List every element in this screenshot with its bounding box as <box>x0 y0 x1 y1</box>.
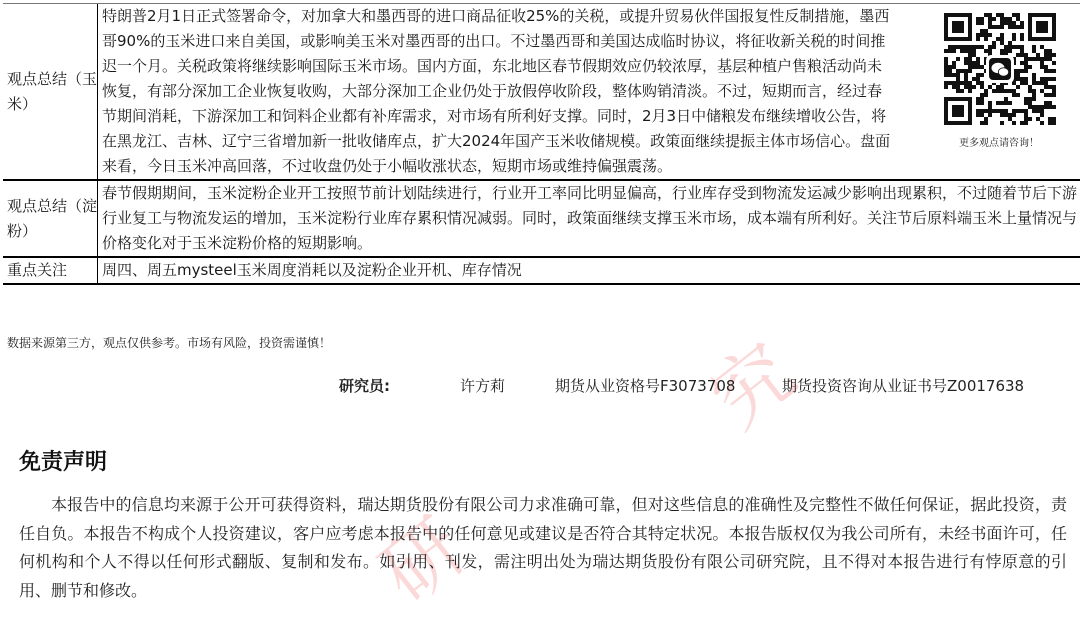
researcher-name: 许方莉 <box>460 377 506 395</box>
qr-code <box>944 13 1056 125</box>
wechat-icon <box>986 55 1014 83</box>
starch-label: 观点总结（淀粉） <box>7 196 98 240</box>
focus-label: 重点关注 <box>7 261 68 279</box>
qr-caption: 更多观点请咨询！ <box>959 138 1039 149</box>
qualification-number: 期货从业资格号F3073708 <box>555 377 736 395</box>
watermark-char-1: 研 <box>364 502 482 621</box>
consult-certificate-number: 期货投资咨询从业证书号Z0017638 <box>782 377 1025 395</box>
focus-text: 周四、周五mysteel玉米周度消耗以及淀粉企业开机、库存情况 <box>98 257 1081 284</box>
focus-label-cell <box>3 257 98 284</box>
corn-summary-text: 特朗普2月1日正式签署命令，对加拿大和墨西哥的进口商品征收25%的关税，或提升贸易伙伴国报复性反制措施，墨西哥90%的玉米进口来自美国，或影响美玉米对墨西哥的出口。不过墨西哥和美国达成临时协议，将征收新关税的时间推迟一个月。关税政策将继续影响国际玉米市场。国内方面，东北地区春节假期效应仍较浓厚，基层种植户售粮活动尚未恢复，有部分深加工企业恢复收购，大部分深加工企业仍处于放假停收阶段，整体购销清淡。不过，短期而言，经过春节期间消耗，下游深加工和饲料企业都有补库需求，对市场有所利好支撑。同时，2月3日中储粮发布继续增收公告，将在黑龙江、吉林、辽宁三省增加新一批收储库点，扩大2024年国产玉米收储规模。政策面继续提振主体市场信心。盘面来看，今日玉米冲高回落，不过收盘仍处于小幅收涨状态，短期市场或维持偏强震荡。 <box>102 7 891 175</box>
corn-text-cell <box>98 4 1081 181</box>
disclaimer-body: 本报告中的信息均来源于公开可获得资料，瑞达期货股份有限公司力求准确可靠，但对这些信息的准确性及完整性不做任何保证，据此投资，责任自负。本报告不构成个人投资建议，客户应考虑本报告中的任何意见或建议是否符合其特定状况。本报告版权仅为我公司所有，未经书面许可，任何机构和个人不得以任何形式翻版、复制和发布。如引用、刊发，需注明出处为瑞达期货股份有限公司研究院，且不得对本报告进行有悖原意的引用、删节和修改。 <box>19 495 1067 600</box>
starch-label-cell <box>3 180 98 257</box>
researcher-label: 研究员: <box>339 377 390 395</box>
source-note: 数据来源第三方，观点仅供参考。市场有风险，投资需谨慎！ <box>7 336 332 350</box>
corn-label-cell <box>3 4 98 181</box>
table-row-corn <box>3 4 1080 181</box>
qr-code-block <box>944 13 1054 151</box>
corn-label: 观点总结（玉米） <box>7 69 98 113</box>
table-row-starch <box>3 180 1080 257</box>
starch-summary-text: 春节假期期间，玉米淀粉企业开工按照节前计划陆续进行，行业开工率同比明显偏高，行业库存受到物流发运减少影响出现累积，不过随着节后下游行业复工与物流发运的增加，玉米淀粉行业库存累积情况减弱。同时，政策面继续支撑玉米市场，成本端有所利好。关注节后原料端玉米上量情况与价格变化对于玉米淀粉价格的短期影响。 <box>98 180 1081 257</box>
watermark-char-2: 究 <box>694 327 812 446</box>
disclaimer-title: 免责声明 <box>19 450 108 475</box>
summary-table <box>3 3 1080 285</box>
table-row-focus <box>3 257 1080 284</box>
